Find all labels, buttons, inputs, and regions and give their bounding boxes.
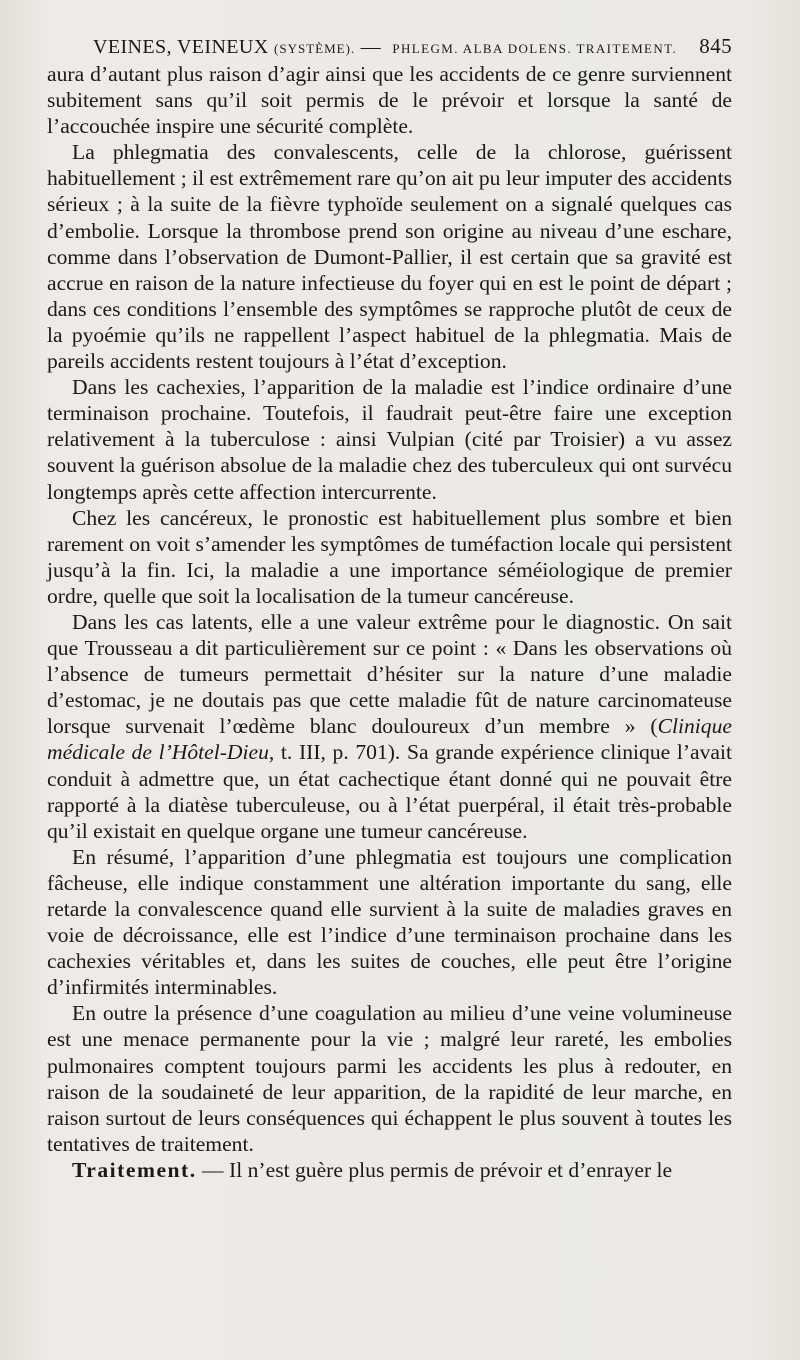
paragraph-6: En résumé, l’apparition d’une phlegmatia est toujours une complication fâcheuse, elle indique constamment une altération importante du sang, elle retarde la convalescence quand elle survient à la suite de maladies graves en voie de décroissance, elle est l’indice d’une terminaison prochaine dans les cachexies véritables et, dans les suites de couches, elle peut être l’origine d’infirmités interminables. [47, 844, 732, 1000]
paragraph-4: Chez les cancéreux, le pronostic est habituellement plus sombre et bien rarement on voit s’amender les symptômes de tuméfaction locale qui persistent jusqu’à la fin. Ici, la maladie a une importance séméiologique de premier ordre, quelle que soit la localisation de la tumeur cancéreuse. [47, 505, 732, 608]
running-head [47, 34, 732, 59]
paragraph-5-start: Dans les cas latents, elle a une valeur extrême pour le diagnostic. On sait que Trousseau a dit particulièrement sur ce point : « Dans les observations où l’absence de tumeurs permettait d’hésiter sur la nature d’une maladie d’estomac, je ne doutais pas que cette maladie fût de nature carcinomateuse lorsque survenait l’œdème blanc douloureux d’un membre » ( [47, 609, 732, 739]
citation-title: Clinique médicale de l’Hôtel-Dieu [47, 714, 732, 765]
traitement-text: — Il n’est guère plus permis de prévoir et d’enrayer le [196, 1157, 673, 1182]
page-number: 845 [699, 34, 732, 58]
header-system: (SYSTÈME). [274, 41, 356, 56]
body-text [47, 61, 732, 1183]
running-title [93, 36, 677, 59]
paragraph-7: En outre la présence d’une coagulation au milieu d’une veine volumineuse est une menace permanente pour la vie ; malgré leur rareté, les embolies pulmonaires comptent toujours parmi les accidents les plus à redouter, en raison de la soudaineté de leur apparition, de la rapidité de leur marche, en raison surtout de leurs conséquences qui échappent le plus souvent à toutes les tentatives de traitement. [47, 1001, 732, 1156]
header-title: VEINES, VEINEUX [93, 36, 269, 58]
paragraph-5-end: , t. III, p. 701). Sa grande expérience clinique l’avait conduit à admettre que, un état cachectique étant donné qui ne pouvait être rapporté à la diatèse tuberculeuse, ou à l’état puerpéral, il était très-probable qu’il existait en quelque organe une tumeur cancéreuse. [47, 740, 733, 843]
traitement-heading: Traitement. [72, 1157, 197, 1182]
traitement-paragraph [47, 1157, 732, 1183]
paragraph-5 [47, 609, 732, 844]
header-dash: — [360, 36, 381, 58]
paragraph-3: Dans les cachexies, l’apparition de la maladie est l’indice ordinaire d’une terminaison prochaine. Toutefois, il faudrait peut-être faire une exception relativement à la tuberculose : ainsi Vulpian (cité par Troisier) a vu assez souvent la guérison absolue de la maladie chez des tuberculeux qui ont survécu longtemps après cette affection intercurrente. [47, 375, 732, 504]
paragraph-1: aura d’autant plus raison d’agir ainsi que les accidents de ce genre surviennent subitement sans qu’il soit permis de le prévoir et lorsque la santé de l’accouchée inspire une sécurité complète. [47, 62, 732, 139]
paragraph-2: La phlegmatia des convalescents, celle de la chlorose, guérissent habituellement ; il est extrêmement rare qu’on ait pu leur imputer des accidents sérieux ; à la suite de la fièvre typhoïde seulement on a signalé quelques cas d’embolie. Lorsque la thrombose prend son origine au niveau d’une eschare, comme dans l’observation de Dumont-Pallier, il est certain que sa gravité est accrue en raison de la nature infectieuse du foyer qui en est le point de départ ; dans ces conditions l’ensemble des symptômes se rapproche plutôt de ceux de la pyoémie qu’ils ne rappellent l’aspect habituel de la phlegmatia. Mais de pareils accidents restent toujours à l’état d’exception. [47, 140, 732, 374]
header-subject: PHLEGM. ALBA DOLENS. TRAITEMENT. [392, 41, 678, 56]
